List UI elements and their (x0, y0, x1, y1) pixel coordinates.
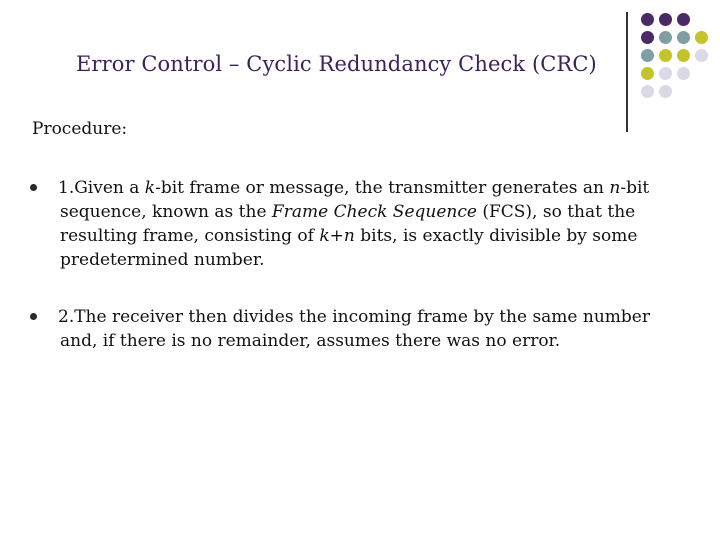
decorative-dot (641, 13, 654, 26)
decorative-dot (677, 13, 690, 26)
decorative-dot (641, 67, 654, 80)
decorative-dot (659, 67, 672, 80)
decorative-dot (677, 49, 690, 62)
decorative-dot (695, 31, 708, 44)
bullet-line: 1.Given a k-bit frame or message, the transmitter generates an n-bit (58, 178, 650, 198)
decorative-dot (677, 67, 690, 80)
decorative-dot (695, 49, 708, 62)
procedure-label: Procedure: (32, 119, 128, 139)
italic-term: k+n (319, 226, 355, 246)
bullet-line: 2.The receiver then divides the incoming frame by the same number (58, 307, 650, 327)
bullet-dot-icon (30, 313, 37, 320)
decorative-dot (659, 31, 672, 44)
italic-term: Frame Check Sequence (271, 202, 477, 222)
bullet-dot-icon (30, 184, 37, 191)
bullet-line: resulting frame, consisting of k+n bits, is exactly divisible by some (60, 226, 638, 246)
decorative-dot (641, 49, 654, 62)
decorative-dot (641, 31, 654, 44)
bullet-text (58, 176, 670, 272)
vertical-divider (626, 12, 628, 132)
bullet-line: sequence, known as the Frame Check Sequence (FCS), so that the (60, 202, 636, 222)
slide-title: Error Control – Cyclic Redundancy Check (CRC) (76, 52, 597, 76)
bullet-list (30, 176, 670, 353)
bullet-item (30, 176, 670, 272)
italic-term: k (144, 178, 156, 198)
decorative-dot (677, 31, 690, 44)
decorative-dot (659, 13, 672, 26)
italic-term: n (609, 178, 621, 198)
bullet-text (58, 305, 670, 353)
decorative-dot (641, 85, 654, 98)
bullet-item (30, 305, 670, 353)
decorative-dot (659, 85, 672, 98)
bullet-line: and, if there is no remainder, assumes there was no error. (60, 331, 561, 351)
decorative-dot (659, 49, 672, 62)
bullet-line: predetermined number. (60, 250, 265, 270)
